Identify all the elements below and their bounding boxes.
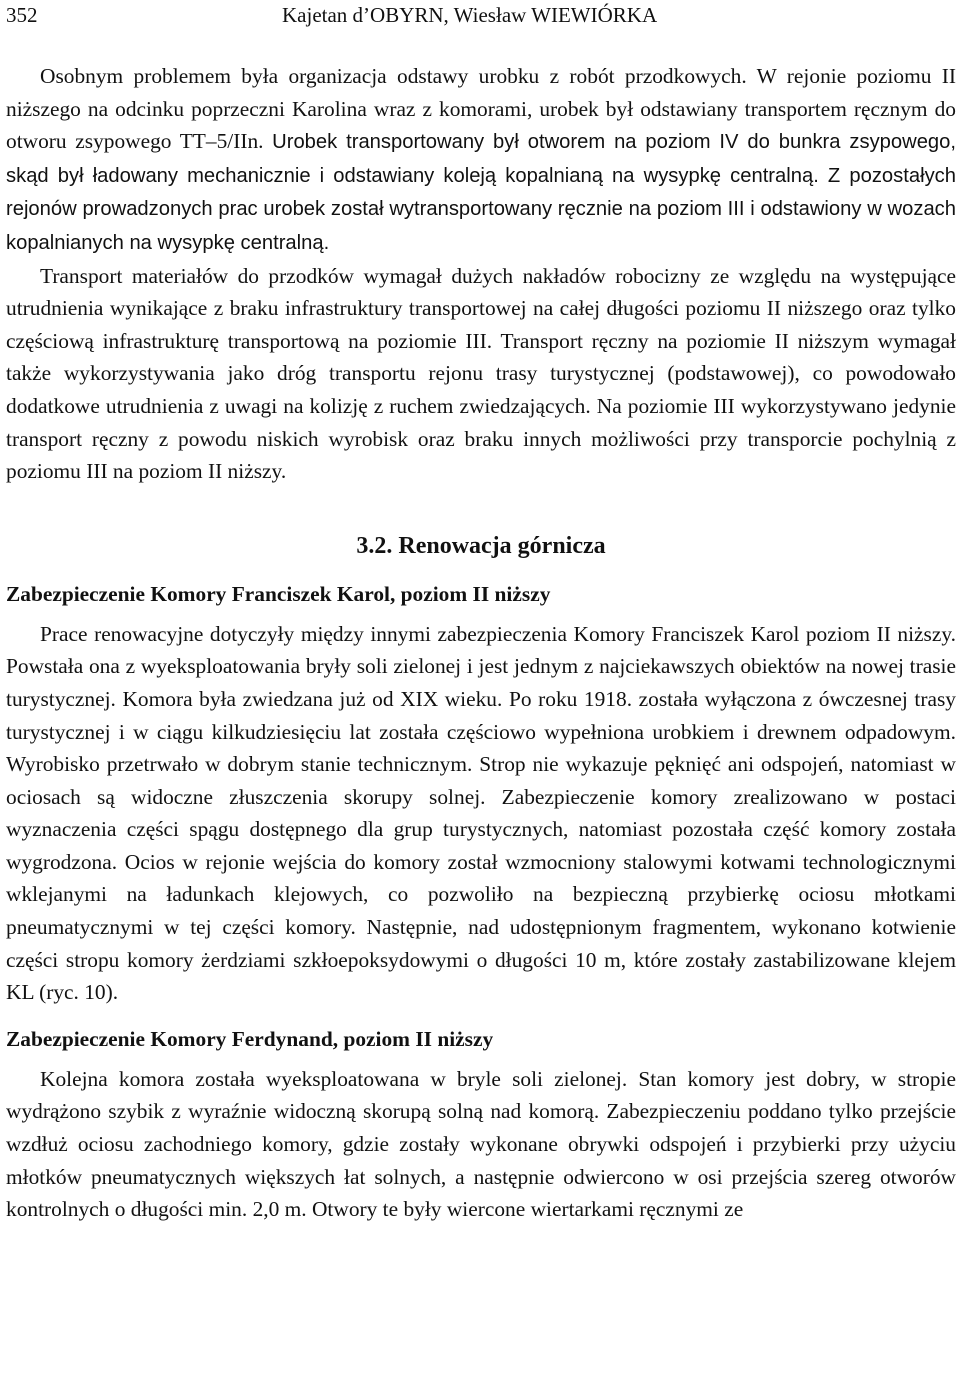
paragraph-material-transport: Transport materiałów do przodków wymagał dużych nakładów robocizny ze względu na występujące utrudnienia wynikające z braku infrastruktury transportowej na całej długości poziomu II niższego oraz tylko częściową infrastrukturę transportową na poziomie III. Transport ręczny na poziomie II niższym wymagał także wykorzystywania jako dróg transportu rejonu trasy turystycznej (podstawowej), co powodowało dodatkowe utrudnienia z uwagi na kolizję z ruchem zwiedzających. Na poziomie III wykorzystywano jedynie transport ręczny z powodu niskich wyrobisk oraz braku innych możliwości przy transporcie pochylnią z poziomu III na poziom II niższy. [6, 263, 956, 484]
paragraph-ore-haulage [6, 60, 956, 260]
subheading-ferdynand: Zabezpieczenie Komory Ferdynand, poziom II niższy [6, 1026, 494, 1051]
subheading-franciszek-karol: Zabezpieczenie Komory Franciszek Karol, poziom II niższy [6, 581, 551, 606]
document-page [6, 0, 956, 1226]
section-heading: 3.2. Renowacja górnicza [356, 532, 606, 559]
paragraph-franciszek-karol: Prace renowacyjne dotyczyły między innymi zabezpieczenia Komory Franciszek Karol poziom II niższy. Powstała ona z wyeksploatowania bryły soli zielonej i jest jednym z najciekawszych obiektów na nowej trasie turystycznej. Komora była zwiedzana już od XIX wieku. Po roku 1918. została wyłączona z ówczesnej trasy turystycznej i w ciągu kilkudziesięciu lat została częściowo wypełniona urobkiem i drewnem odpadowym. Wyrobisko przetrwało w dobrym stanie technicznym. Strop nie wykazuje pęknięć ani odspojeń, natomiast w ociosach są widoczne złuszczenia skorupy solnej. Zabezpieczenie komory zrealizowano w postaci wyznaczenia części spągu dostępnego dla grup turystycznych, natomiast pozostała część komory została wygrodzona. Ocios w rejonie wejścia do komory został wzmocniony stalowymi kotwami technologicznymi wklejanymi na ładunkach klejowych, co pozwoliło na bezpieczną przybierkę ociosu młotkami pneumatycznymi w tej części komory. Następnie, nad udostępnionym fragmentem, wykonano kotwienie części stropu komory żerdziami szkłoepoksydowymi o długości 10 m, które zostały zastabilizowane klejem KL (ryc. 10). [6, 621, 956, 1005]
page-number: 352 [6, 3, 38, 27]
paragraph-ore-haulage-part2: Urobek transportowany był otworem na poziom IV do bunkra zsypowego, skąd był ładowany mechanicznie i odstawiany koleją kopalnianą na wysypkę centralną. Z pozostałych rejonów prowadzonych prac urobek został wytransportowany ręcznie na poziom III i odstawiony w wozach kopalnianych na wysypkę centralną. [6, 131, 956, 254]
running-header-authors: Kajetan d’OBYRN, Wiesław WIEWIÓRKA [282, 3, 658, 27]
paragraph-ferdynand: Kolejna komora została wyeksploatowana w bryle soli zielonej. Stan komory jest dobry, w stropie wydrążono szybik z wyraźnie widoczną skorupą solną nad komorą. Zabezpieczeniu poddano tylko przejście wzdłuż ociosu zachodniego komory, gdzie zostały wykonane obrywki odspojeń i przybierki przy użyciu młotków pneumatycznych większych łat solnych, a następnie odwiercono w osi przejścia szereg otworów kontrolnych o długości min. 2,0 m. Otwory te były wiercone wiertarkami ręcznymi ze [6, 1066, 956, 1222]
running-header [6, 0, 956, 34]
paragraph-ore-haulage-part1: Osobnym problemem była organizacja odstawy urobku z robót przodkowych. W rejonie poziomu II niższego na odcinku poprzeczni Karolina wraz z komorami, urobek był odstawiany transportem ręcznym do otworu zsypowego TT–5/IIn. [6, 64, 956, 154]
